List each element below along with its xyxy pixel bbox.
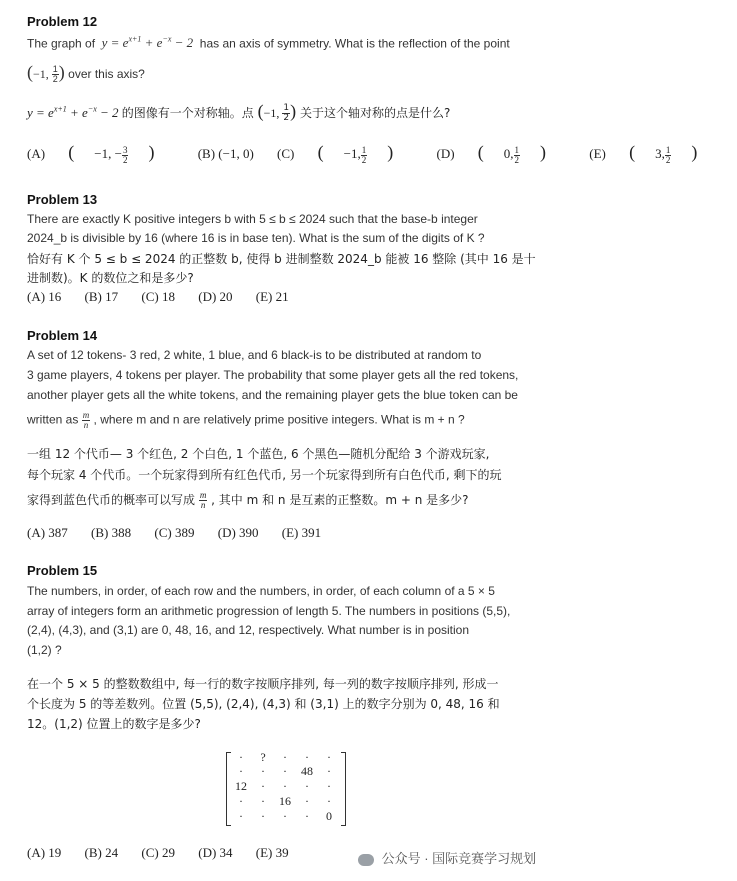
cell: · <box>239 794 243 808</box>
equation: $y = e^{x+1} + e^{-x} - 2$ <box>27 104 122 120</box>
point: ) <box>58 62 65 82</box>
cell-48: 48 <box>301 764 313 778</box>
point: ) <box>290 101 297 121</box>
problem-15-chinese-line-1: 在一个 5 × 5 的整数数组中, 每一行的数字按顺序排列, 每一列的数字按顺序排列, 形成一 <box>27 677 499 691</box>
cell: · <box>239 809 243 823</box>
text-segment: over this axis? <box>68 67 145 81</box>
choice-d[interactable]: (D) 20 <box>198 289 233 304</box>
cell: · <box>305 794 309 808</box>
problem-13-title: Problem 13 <box>27 192 98 207</box>
point-value: −1, <box>263 106 283 120</box>
equation: $y = e^{x+1} + e^{-x} - 2$ <box>98 35 197 51</box>
choice-c[interactable]: (C) 389 <box>154 525 195 540</box>
problem-14-english-line-4 <box>27 411 465 430</box>
text-segment: 的图像有一个对称轴。点 <box>121 106 254 120</box>
fraction: $\frac{1}{2}$ <box>283 103 290 123</box>
problem-14-english-line-2: 3 game players, 4 tokens per player. The probability that some player gets all the red tokens, <box>27 368 519 382</box>
choice-a[interactable]: (A) 387 <box>27 525 68 540</box>
problem-13-chinese-line-2: 进制数)。K 的数位之和是多少? <box>27 271 194 285</box>
point-value: −1, <box>33 67 52 81</box>
problem-15-english-line-3: (2,4), (4,3), and (3,1) are 0, 48, 16, and 12, respectively. What number is in position <box>27 623 470 637</box>
problem-15-english-line-1: The numbers, in order, of each row and the numbers, in order, of each column of a 5 × 5 <box>27 584 495 598</box>
problem-15-english-line-2: array of integers form an arithmetic progression of length 5. The numbers in positions (5,5), <box>27 604 511 618</box>
cell: · <box>261 809 265 823</box>
choice-c[interactable]: (C) ( −1, $\frac{1}{2}$ ) <box>277 142 394 165</box>
problem-15-chinese-line-3: 12。(1,2) 位置上的数字是多少? <box>27 717 201 731</box>
problem-12-english-line-2 <box>27 62 145 84</box>
cell-12: 12 <box>235 779 247 793</box>
cell-question: ? <box>260 750 266 764</box>
text-segment: The graph of <box>27 36 96 51</box>
choice-d[interactable]: (D) ( 0, $\frac{1}{2}$ ) <box>436 142 547 165</box>
point: ( <box>257 101 264 121</box>
choice-b[interactable]: (B) 24 <box>84 845 119 860</box>
text-segment: has an axis of symmetry. What is the reflection of the point <box>199 36 510 51</box>
problem-14-chinese-line-1: 一组 12 个代币— 3 个红色, 2 个白色, 1 个蓝色, 6 个黑色—随机分配给 3 个游戏玩家, <box>27 447 490 461</box>
text-segment: written as <box>27 412 79 427</box>
problem-12-chinese-line <box>27 101 450 123</box>
choice-e[interactable]: (E) 21 <box>255 289 289 304</box>
problem-15-english-line-4: (1,2) ? <box>27 643 62 657</box>
problem-13-english-line-2: 2024_b is divisible by 16 (where 16 is in base ten). What is the sum of the digits of K ? <box>27 231 485 245</box>
choice-c[interactable]: (C) 18 <box>141 289 175 304</box>
problem-14-english-line-3: another player gets all the white tokens, and the remaining player gets the blue token can be <box>27 388 518 402</box>
wechat-icon <box>358 854 374 866</box>
cell: · <box>283 750 287 764</box>
choice-e[interactable]: (E) ( 3, $\frac{1}{2}$ ) <box>589 142 698 165</box>
choice-b[interactable]: (B) (−1, 0) <box>197 146 254 161</box>
text-segment: , where m and n are relatively prime positive integers. What is m + n ? <box>93 412 465 427</box>
cell: · <box>261 794 265 808</box>
problem-14-english-line-1: A set of 12 tokens- 3 red, 2 white, 1 blue, and 6 black-is to be distributed at random to <box>27 348 482 362</box>
fraction: $\frac{1}{2}$ <box>52 64 58 85</box>
problem-14-chinese-line-3 <box>27 491 469 510</box>
point: ( <box>27 62 33 82</box>
cell: · <box>327 764 331 778</box>
choice-d[interactable]: (D) 390 <box>217 525 259 540</box>
cell: · <box>261 779 265 793</box>
text-segment: , 其中 m 和 n 是互素的正整数。m + n 是多少? <box>211 493 469 507</box>
problem-12-title: Problem 12 <box>27 14 98 29</box>
cell: · <box>327 779 331 793</box>
problem-15-title: Problem 15 <box>27 563 98 578</box>
problem-13-chinese-line-1: 恰好有 K 个 5 ≤ b ≤ 2024 的正整数 b, 使得 b 进制整数 2024_b 能被 16 整除 (其中 16 是十 <box>27 252 536 266</box>
cell: · <box>305 750 309 764</box>
cell: · <box>261 764 265 778</box>
cell: · <box>283 764 287 778</box>
cell: · <box>305 779 309 793</box>
cell: · <box>305 809 309 823</box>
problem-14-title: Problem 14 <box>27 328 98 343</box>
choice-e[interactable]: (E) 39 <box>255 845 289 860</box>
cell: · <box>327 750 331 764</box>
grid-matrix <box>226 752 346 826</box>
problem-13-english-line-1: There are exactly K positive integers b with 5 ≤ b ≤ 2024 such that the base-b integer <box>27 212 478 226</box>
choice-a[interactable]: (A) 19 <box>27 845 62 860</box>
cell-16: 16 <box>279 794 291 808</box>
choice-b[interactable]: (B) 388 <box>91 525 132 540</box>
choice-e[interactable]: (E) 391 <box>281 525 322 540</box>
choice-b[interactable]: (B) 17 <box>84 289 119 304</box>
problem-13-choices <box>27 289 309 305</box>
watermark-text: 公众号 · 国际竞赛学习规划 <box>381 851 537 866</box>
cell: · <box>283 809 287 823</box>
fraction: $\frac{m}{n}$ <box>82 410 90 430</box>
problem-14-chinese-line-2: 每个玩家 4 个代币。一个玩家得到所有红色代币, 另一个玩家得到所有白色代币, 剩下的玩 <box>27 468 502 482</box>
cell-0: 0 <box>326 809 332 823</box>
problem-14-choices <box>27 525 341 541</box>
choice-c[interactable]: (C) 29 <box>141 845 175 860</box>
problem-12-english-line-1 <box>27 35 510 51</box>
problem-15-choices <box>27 845 309 861</box>
cell: · <box>239 764 243 778</box>
choice-d[interactable]: (D) 34 <box>198 845 233 860</box>
cell: · <box>283 779 287 793</box>
text-segment: 家得到蓝色代币的概率可以写成 <box>27 493 196 507</box>
fraction: $\frac{m}{n}$ <box>199 490 207 510</box>
choice-a[interactable]: (A) 16 <box>27 289 62 304</box>
watermark <box>358 848 536 867</box>
problem-12-choices <box>27 142 737 165</box>
text-segment: 关于这个轴对称的点是什么? <box>299 106 451 120</box>
cell: · <box>239 750 243 764</box>
choice-a[interactable]: (A) ( −1, − $\frac{3}{2}$ ) <box>27 142 155 165</box>
problem-15-chinese-line-2: 个长度为 5 的等差数列。位置 (5,5), (2,4), (4,3) 和 (3,1) 上的数字分别为 0, 48, 16 和 <box>27 697 500 711</box>
cell: · <box>327 794 331 808</box>
right-bracket <box>341 752 346 826</box>
